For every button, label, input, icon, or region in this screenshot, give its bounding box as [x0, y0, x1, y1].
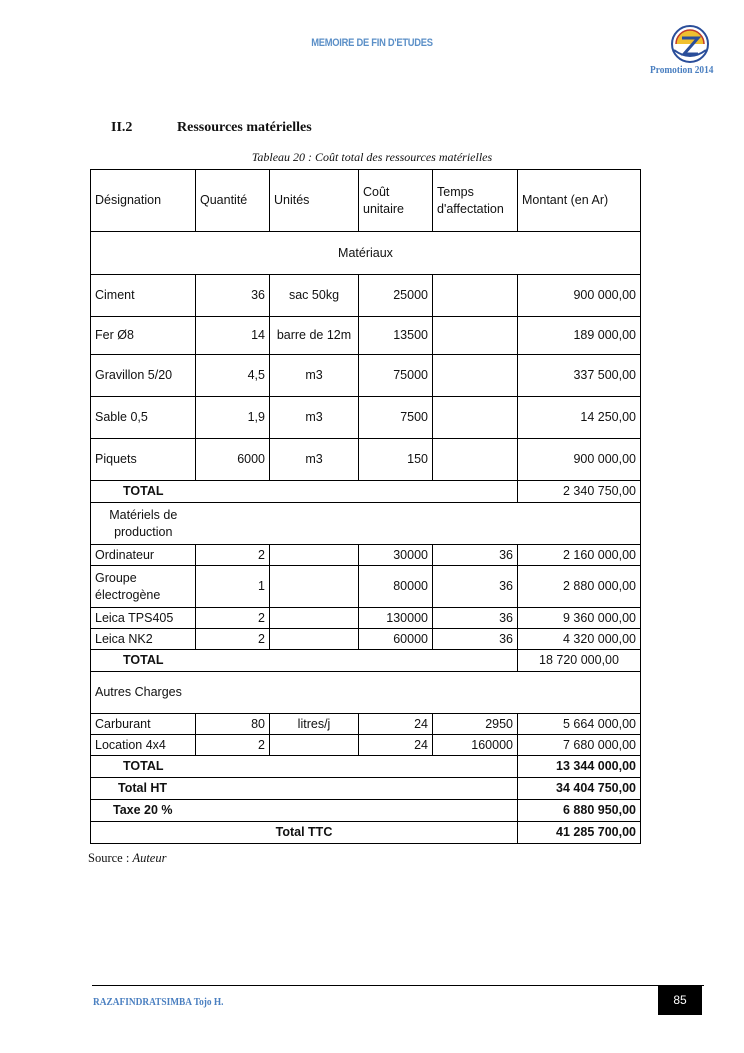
cell-quantite: 2 — [196, 608, 270, 629]
cell-designation: Ordinateur — [91, 545, 196, 566]
cell-quantite: 36 — [196, 275, 270, 317]
cell-cout: 80000 — [359, 566, 433, 608]
taxe-row — [91, 800, 641, 822]
cell-montant: 7 680 000,00 — [518, 735, 641, 756]
total-ttc-value: 41 285 700,00 — [518, 822, 641, 844]
cell-montant: 2 880 000,00 — [518, 566, 641, 608]
cell-unites — [270, 735, 359, 756]
cell-temps — [433, 439, 518, 481]
cell-quantite: 2 — [196, 735, 270, 756]
taxe-value: 6 880 950,00 — [518, 800, 641, 822]
total-label: TOTAL — [91, 481, 518, 503]
cell-montant: 9 360 000,00 — [518, 608, 641, 629]
cell-designation: Groupe électrogène — [91, 566, 196, 608]
cell-montant: 2 160 000,00 — [518, 545, 641, 566]
cell-cout: 13500 — [359, 317, 433, 355]
section-number: II.2 — [111, 120, 133, 135]
total-label: TOTAL — [91, 756, 518, 778]
cell-designation: Fer Ø8 — [91, 317, 196, 355]
cell-temps — [433, 397, 518, 439]
cell-temps — [433, 275, 518, 317]
total-row — [91, 756, 641, 778]
cell-cout: 24 — [359, 735, 433, 756]
cell-designation: Sable 0,5 — [91, 397, 196, 439]
table-row — [91, 397, 641, 439]
header-temps: Temps d'affectation — [433, 170, 518, 232]
cell-unites — [270, 629, 359, 650]
total-ttc-label: Total TTC — [91, 822, 518, 844]
table-row — [91, 545, 641, 566]
cell-quantite: 80 — [196, 714, 270, 735]
header-montant: Montant (en Ar) — [518, 170, 641, 232]
taxe-label: Taxe 20 % — [91, 800, 518, 822]
table-header-row — [91, 170, 641, 232]
table-row — [91, 439, 641, 481]
total-value: 2 340 750,00 — [518, 481, 641, 503]
cell-temps — [433, 317, 518, 355]
cell-cout: 75000 — [359, 355, 433, 397]
cell-quantite: 2 — [196, 545, 270, 566]
total-ht-value: 34 404 750,00 — [518, 778, 641, 800]
header-cout: Coût unitaire — [359, 170, 433, 232]
group-production: Matériels de production — [91, 503, 196, 545]
cell-temps: 36 — [433, 566, 518, 608]
header-quantite: Quantité — [196, 170, 270, 232]
cell-cout: 60000 — [359, 629, 433, 650]
cell-quantite: 4,5 — [196, 355, 270, 397]
total-label: TOTAL — [91, 650, 518, 672]
cell-unites: sac 50kg — [270, 275, 359, 317]
cell-montant: 14 250,00 — [518, 397, 641, 439]
table-row — [91, 355, 641, 397]
footer-divider — [92, 985, 704, 986]
cell-unites: m3 — [270, 439, 359, 481]
total-ttc-row — [91, 822, 641, 844]
school-logo-icon — [670, 24, 710, 64]
cell-unites: m3 — [270, 355, 359, 397]
cost-table — [90, 169, 641, 844]
table-row — [91, 714, 641, 735]
cell-quantite: 2 — [196, 629, 270, 650]
cell-unites — [270, 545, 359, 566]
cell-designation: Gravillon 5/20 — [91, 355, 196, 397]
header-designation: Désignation — [91, 170, 196, 232]
cell-quantite: 14 — [196, 317, 270, 355]
cell-cout: 25000 — [359, 275, 433, 317]
table-row — [91, 608, 641, 629]
cell-temps: 160000 — [433, 735, 518, 756]
total-row — [91, 650, 641, 672]
cell-cout: 30000 — [359, 545, 433, 566]
cell-quantite: 1 — [196, 566, 270, 608]
cell-montant: 5 664 000,00 — [518, 714, 641, 735]
cell-designation: Piquets — [91, 439, 196, 481]
cell-cout: 150 — [359, 439, 433, 481]
cell-unites — [270, 608, 359, 629]
cell-designation: Location 4x4 — [91, 735, 196, 756]
group-autres: Autres Charges — [91, 672, 641, 714]
cell-designation: Carburant — [91, 714, 196, 735]
cell-temps — [433, 355, 518, 397]
cell-designation: Ciment — [91, 275, 196, 317]
header-title: MEMOIRE DE FIN D'ETUDES — [311, 37, 433, 49]
cell-designation: Leica TPS405 — [91, 608, 196, 629]
total-ht-label: Total HT — [91, 778, 518, 800]
cell-cout: 24 — [359, 714, 433, 735]
promotion-label: Promotion 2014 — [650, 64, 714, 76]
table-row — [91, 629, 641, 650]
total-row — [91, 481, 641, 503]
table-caption: Tableau 20 : Coût total des ressources matérielles — [251, 150, 493, 164]
cell-montant: 337 500,00 — [518, 355, 641, 397]
table-row — [91, 735, 641, 756]
source-note — [88, 851, 166, 866]
page-number: 85 — [658, 985, 702, 1015]
section-heading — [111, 120, 312, 136]
table-row — [91, 275, 641, 317]
cell-montant: 900 000,00 — [518, 275, 641, 317]
cell-quantite: 1,9 — [196, 397, 270, 439]
section-title: Ressources matérielles — [177, 120, 312, 135]
cell-unites — [270, 566, 359, 608]
cell-montant: 189 000,00 — [518, 317, 641, 355]
cell-temps: 36 — [433, 608, 518, 629]
cell-cout: 7500 — [359, 397, 433, 439]
table-row — [91, 317, 641, 355]
cell-unites: barre de 12m — [270, 317, 359, 355]
group-materiaux: Matériaux — [91, 232, 641, 275]
source-label: Source : — [88, 851, 130, 865]
total-ht-row — [91, 778, 641, 800]
total-value: 13 344 000,00 — [518, 756, 641, 778]
source-value: Auteur — [132, 851, 167, 865]
cell-temps: 2950 — [433, 714, 518, 735]
cell-cout: 130000 — [359, 608, 433, 629]
footer-author: RAZAFINDRATSIMBA Tojo H. — [93, 996, 224, 1008]
total-value: 18 720 000,00 — [518, 650, 641, 672]
cell-quantite: 6000 — [196, 439, 270, 481]
cell-temps: 36 — [433, 629, 518, 650]
cell-designation: Leica NK2 — [91, 629, 196, 650]
cell-montant: 4 320 000,00 — [518, 629, 641, 650]
header-unites: Unités — [270, 170, 359, 232]
cell-montant: 900 000,00 — [518, 439, 641, 481]
cell-unites: litres/j — [270, 714, 359, 735]
cell-unites: m3 — [270, 397, 359, 439]
cell-temps: 36 — [433, 545, 518, 566]
table-row — [91, 566, 641, 608]
